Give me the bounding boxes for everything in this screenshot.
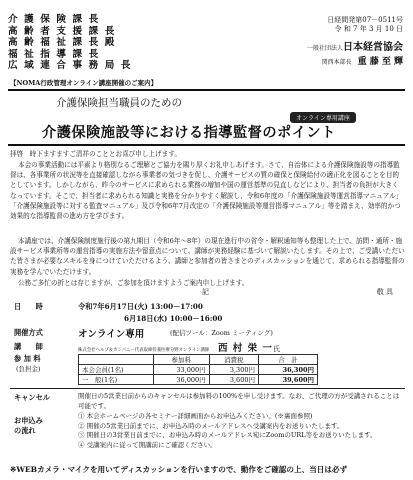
fee-cell: 39,600円 [258,375,317,385]
organization-name: 日本経営協会 [343,42,403,53]
flow-step-2: ② 開催の5営業日前までに、お申込み時のメールアドレスへ受講案内をお送りいたします。 [78,421,344,430]
program-tag: 【NOMA行政管理オンライン講座開催のご案内】 [10,79,158,87]
online-badge: オンライン専用講座 [290,112,356,123]
flow-step-3: ③ 開催日の3営業日前までに、お申込み時のメールアドレス宛にZoomのURL等をお送りいたします。 [78,431,377,439]
instructor-name [218,340,281,354]
fee-cell: 33,000円 [153,365,209,375]
fee-cell: 本会会員(1名) [79,365,154,375]
closing-keigu: 敬 具 [376,288,393,296]
instructor-label: 講 師 [14,342,43,351]
footer-note: ※WEBカメラ・マイクを用いてディスカッションを行いますので、動作をご確認の上、当日は必ず [10,465,348,474]
title-subtitle: 介護保険担当職員のための [56,97,182,109]
fee-cell: 一 般(1名) [79,375,154,385]
fee-label: 参 加 料 [14,354,41,363]
fee-table-header [79,355,318,365]
cancel-text: 開催日の5営業日前からのキャンセルは参加料の100%を申し受けます。なお、ご代理の方が受講されることは可能です。 [78,392,400,410]
body-paragraph-1: 本会の事業活動には平素より格別なるご理解とご協力を賜り厚くお礼申しあげます。さて、自治体による介護保険施設等の指導監督は、各事業所の状況等を直接確認しながら事業者の気づきを促し、介護サービスの質の確保と保険給付の適正化を図ることを目的としています。しかしながら、昨今のサービスに求められる業務の増加や国の運営基準の見直しなどにより、担当者の負担が大きくなっています。そこで、担当者に求められる知識と実務を分かりやすく解説し、令和6年度の「介護保険施設等運営指導マニュアル」「介護保険施設等に対する監査マニュアル」及び令和6年7月改定の「介護保険施設等運営指導マニュアル」等を踏まえ、効率的かつ効果的な指導監督の進め方を学びます。 [10,161,403,221]
fee-header-tax: 消費税 [209,355,258,365]
instructor-suffix: 氏 [272,345,281,353]
addressee-list [8,14,132,72]
organization [307,38,403,53]
fee-header-total: 合 計 [258,355,317,365]
addressee-3: 高 齢 福 祉 課 長 殿 [8,37,116,48]
signatory-name: 重 藤 至 輝 [357,57,403,67]
signatory-line [322,54,403,67]
reference-number: 日経間発第07－0511号 [327,16,403,24]
flow-step-4: ④ 受講案内に従って開講前にご確認ください。 [78,440,217,449]
addressee-4: 福 祉 指 導 課 長 [8,48,100,60]
fee-header-fee: 参加料 [153,355,209,365]
date-label: 日 時 [14,302,43,311]
fee-row-member [79,365,318,375]
fee-row-general [79,375,318,385]
fee-cell: 36,300円 [258,365,317,375]
branch-title: 関西本部長 [321,59,352,66]
fee-table [78,354,318,385]
fee-sublabel: (負担金) [16,365,41,373]
flow-steps [78,412,404,450]
title-top-rule [8,89,405,91]
addressee-5: 広 域 連 合 事 務 局 長 [8,60,133,71]
fee-cell: 36,000円 [153,375,209,385]
body-paragraph-3: 公務ご多忙の折とは存じますが、ご参加を頂けますようご案内申し上げます。 [18,279,249,287]
fee-cell: 3,600円 [209,375,258,385]
ki-mark: 記 [202,288,209,296]
greeting: 拝啓 時下ますますご清祥のこととお喜び申し上げます。 [10,150,181,158]
format-note: (配信ツール：Zoom ミーティング) [170,329,273,337]
organization-prefix: 一般社団法人 [306,45,343,52]
body-paragraph-2: 本講座では、介護保険制度施行後の第九期目（令和6年～8年）の現在進行中の省令・解釈通知等も整理した上で、訪問・通所・施設サービス事業所等の運営指導の実施方法や留意点について、講師が実務経験に基づいて解説いたします。その上で、ご受講いただいた皆さまが必要なスキルを身につけていただけるよう、講師と参加者の皆さまとのディスカッションを通じて、求められる指導監督の実務を学んでいただけます。 [10,237,405,276]
format-value: オンライン専用 [78,329,145,340]
reference-block [327,16,403,34]
date-day2: 6月18日(水) 10:00－16:00 [124,314,223,323]
section-rule [10,388,405,389]
reference-date: 令 和 7 年 3 月 10 日 [334,25,403,33]
addressee-2: 高 齢 者 支 援 課 長 [8,25,116,37]
format-label: 開催方式 [14,328,43,337]
cancel-label: キャンセル [14,393,50,402]
main-title: 介護保険施設等における指導監督のポイント [42,125,336,141]
date-day1: 令和7年6月17日(火) 13:00－17:00 [78,302,203,311]
flow-step-1: ① 本会ホームページの各セミナー詳細画面からお申込みください。(※裏面参照) [78,412,313,420]
instructor-org: 株式会社ヘルプ＆カンパニー代表取締役兼医療分野オンライン講師 [78,348,210,353]
title-bottom-rule [8,144,405,146]
fee-cell: 3,300円 [209,365,258,375]
instructor-name-text: 西 村 栄 一 [218,343,273,354]
fee-header-blank [79,355,154,365]
flow-label: お申込み の流れ [14,416,43,435]
addressee-1: 介 護 保 険 課 長 [8,14,100,25]
